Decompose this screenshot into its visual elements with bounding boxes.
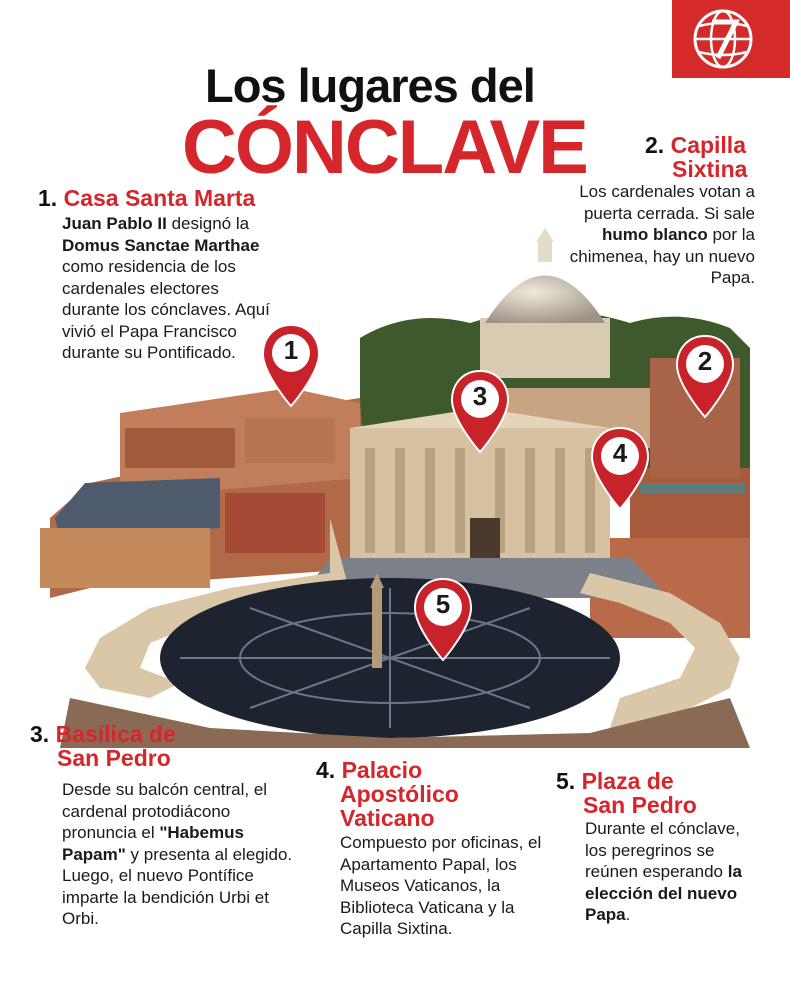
section-5-heading [556, 769, 756, 817]
section-5-title-line2: San Pedro [583, 792, 697, 818]
map-pin-3 [449, 368, 511, 454]
section-2-text-a: Los cardenales votan a puerta cerrada. Si sale [579, 182, 755, 223]
map-pin-5 [412, 576, 474, 662]
section-3-text-b: "Habemus Papam" [62, 823, 244, 864]
section-4-heading [316, 758, 516, 830]
map-pin-2 [674, 333, 736, 419]
section-3-heading [30, 722, 250, 770]
section-2-title-line2: Sixtina [672, 156, 748, 182]
page-title-line2: CÓNCLAVE [182, 105, 587, 190]
section-1-text-b: designó la [166, 214, 250, 233]
section-5-number: 5. [556, 768, 576, 794]
section-4-body [340, 832, 555, 940]
section-1-text-c: Domus Sanctae Marthae [62, 235, 260, 255]
pin-number: 3 [472, 381, 488, 411]
section-3-text-a: Desde su balcón central, el cardenal protodiácono pronuncia el [62, 780, 268, 842]
section-2-heading [645, 133, 770, 181]
section-4-number: 4. [316, 757, 336, 783]
section-1-heading [38, 186, 255, 210]
section-4-title-line1: Palacio [341, 757, 423, 783]
section-5-body [585, 818, 760, 926]
section-5-title-line1: Plaza de [581, 768, 674, 794]
section-4-title-line3: Vaticano [340, 805, 435, 831]
section-3-title-line2: San Pedro [57, 745, 171, 771]
section-2-text-c: por la chimenea, hay un nuevo Papa. [569, 225, 755, 287]
pin-number: 4 [612, 438, 628, 468]
brand-logo [672, 0, 790, 78]
section-1-number: 1. [38, 185, 58, 211]
section-2-number: 2. [645, 132, 665, 158]
pin-number: 1 [283, 335, 299, 365]
map-pin-4 [589, 425, 651, 511]
section-4-text-a: Compuesto por oficinas, el Apartamento Papal, los Museos Vaticanos, la Biblioteca Vaticana y la Capilla Sixtina. [340, 833, 542, 938]
pin-number: 5 [435, 589, 451, 619]
map-pin-1 [260, 322, 322, 408]
section-2-title-line1: Capilla [670, 132, 746, 158]
section-1-title: Casa Santa Marta [63, 185, 256, 211]
section-5-text-a: Durante el cónclave, los peregrinos se reúnen esperando [585, 819, 740, 881]
section-3-number: 3. [30, 721, 50, 747]
section-4-title-line2: Apostólico [340, 781, 459, 807]
section-1-text-a: Juan Pablo II [62, 214, 167, 233]
section-1-text-d: como residencia de los cardenales electores durante los cónclaves. Aquí vivió el Papa Francisco durante su Pontificado. [62, 257, 270, 362]
section-2-text-b: humo blanco [601, 225, 708, 244]
section-3-title-line1: Basílica de [55, 721, 176, 747]
globe-logo-icon [688, 4, 758, 74]
section-5-text-c: . [625, 905, 631, 924]
section-3-body [62, 779, 297, 930]
pin-number: 2 [697, 346, 713, 376]
section-5-text-b: la elección del nuevo Papa [585, 862, 742, 924]
page-title-line1: Los lugares del [205, 59, 535, 112]
section-3-text-c: y presenta al elegido. Luego, el nuevo Pontífice imparte la bendición Urbi et Orbi. [62, 844, 293, 928]
